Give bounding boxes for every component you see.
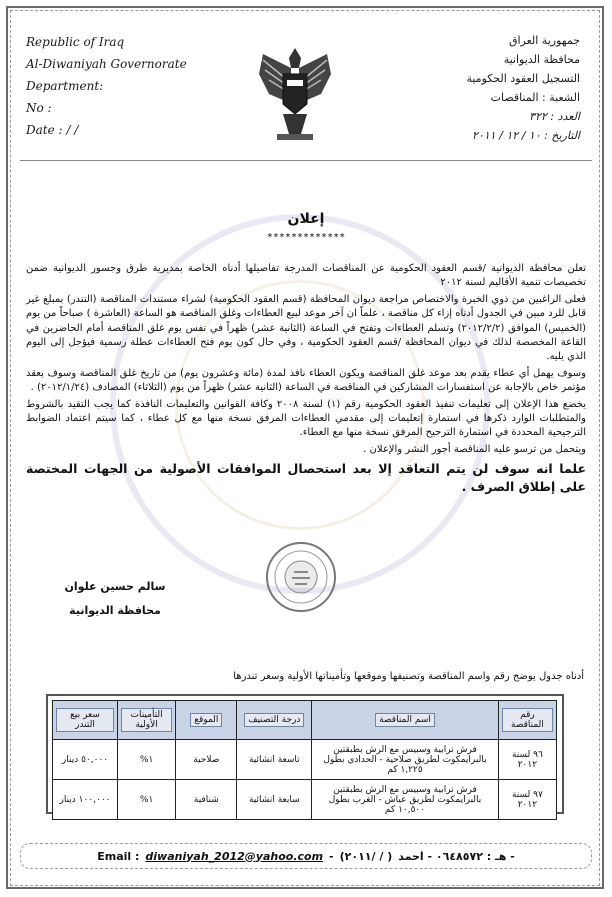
header-country: Republic of Iraq: [26, 35, 125, 49]
cell-price: ٥٠,٠٠٠ دينار: [53, 740, 118, 780]
header-ar-governorate: محافظة الديوانية: [503, 53, 580, 66]
footer-bar: [20, 843, 592, 869]
footer-email-link[interactable]: diwaniyah_2012@yahoo.com: [145, 849, 324, 863]
header-department: Department:: [26, 79, 104, 93]
col-header: سعر بيع التندر: [53, 701, 118, 740]
signature-block: [60, 575, 170, 623]
col-header: الموقع: [176, 701, 237, 740]
cell-price: ١٠٠,٠٠٠ دينار: [53, 780, 118, 820]
table-row: [53, 780, 557, 820]
cell-location: صلاحية: [176, 740, 237, 780]
header-divider: [20, 160, 592, 161]
header-ar-division: الشعبة : المناقصات: [490, 91, 580, 104]
footer-phone: هـ : ٠٦٤٨٥٧٢ - احمد -: [398, 849, 515, 863]
body-paragraph: ويتحمل من ترسو عليه المناقصة أجور النشر والإعلان .: [363, 443, 586, 455]
cell-location: شنافية: [176, 780, 237, 820]
cell-insurance: ١%: [118, 740, 176, 780]
col-header: رقم المناقصة: [498, 701, 556, 740]
signer-name: سالم حسين علوان: [64, 580, 166, 593]
footer-email-label: Email :: [97, 849, 140, 863]
body-paragraph: وسوف يهمل أي عطاء يقدم بعد موعد غلق المناقصة ويكون العطاء نافذ لمدة (مائة وعشرون يوم) من تاريخ غلق المناقصة وسوف يعقد مؤتمر خاص بالإجابة عن استفسارات المشاركين في المناقصة في الساعة (الثانية عشر) ظهراً من يوم (الثلاثاء) المصادف (٢٠١٢/١/٢٤) .: [26, 367, 586, 394]
header-ar-date: التاريخ : ١٠ / ١٢ / ٢٠١١: [472, 129, 580, 142]
header-ar-number: العدد : ٣٢٢: [529, 110, 580, 123]
footer-separator: -: [329, 849, 334, 863]
cell-insurance: ١%: [118, 780, 176, 820]
header-english: [26, 36, 226, 146]
header-ar-country: جمهورية العراق: [508, 34, 580, 47]
header-date: Date : / /: [26, 123, 79, 137]
col-header: التأمينات الأولية: [118, 701, 176, 740]
announcement-stars: *************: [266, 232, 346, 243]
header-arabic: [380, 34, 580, 148]
header-ar-department: التسجيل العقود الحكومية: [466, 72, 580, 85]
body-paragraph: تعلن محافظة الديوانية /قسم العقود الحكومية عن المناقصات المدرجة تفاصيلها أدناه الخاصة بمديرية طرق وجسور الديوانية ضمن تخصيصات تنمية الأقاليم لسنة ٢٠١٢: [26, 263, 586, 289]
tenders-table: [52, 700, 557, 820]
official-seal-icon: [264, 540, 338, 614]
signer-title: محافظة الديوانية: [69, 604, 161, 617]
cell-tender-name: فرش ترابية وسبيس مع الرش بطبقتين بالبرايمكوت لطريق صلاحية - الحدادي بطول ١,٢٢٥ كم: [312, 740, 499, 780]
body-paragraph: فعلى الراغبين من ذوي الخبرة والاختصاص مراجعة ديوان المحافظة (قسم العقود الحكومية) لشراء مستندات المناقصة (التندر) بمبلغ غير قابل للرد مبين في الجدول أدناه إزاء كل مناقصة ، علماً ان آخر موعد لبيع العطاءات وغلق المناقصة هو الساعة (العاشرة ) صباحاً من يوم (الخميس) الموافق (٢٠١٢/٢/٢) وتسلم العطاءات وتفتح في الساعة (الثانية عشر) ظهراً في نفس يوم غلق المناقصة أمام الحاضرين في القاعة المخصصة لذلك في ديوان المحافظة /قسم العقود الحكومية ، وفي حال كون يوم فتح العطاءات عطلة رسمية فيؤجل إلى اليوم الذي يليه.: [26, 293, 587, 363]
header-number: No :: [26, 101, 52, 115]
cell-tender-no: ٩٦ لسنة ٢٠١٢: [498, 740, 556, 780]
cell-class: تاسعة انشائية: [237, 740, 312, 780]
announcement-body: [26, 262, 586, 498]
cell-tender-no: ٩٧ لسنة ٢٠١٢: [498, 780, 556, 820]
announcement-title: إعلان: [287, 211, 325, 227]
cell-class: سابعة انشائية: [237, 780, 312, 820]
col-header: اسم المناقصة: [312, 701, 499, 740]
col-header: درجة التصنيف: [237, 701, 312, 740]
footer-date: (٢٠١١/ / ): [339, 849, 393, 863]
header-governorate: Al-Diwaniyah Governorate: [26, 57, 187, 71]
eagle-emblem-icon: [255, 34, 335, 154]
table-header-row: [53, 701, 557, 740]
body-paragraph: يخضع هذا الإعلان إلى تعليمات تنفيذ العقود الحكومية رقم (١) لسنة ٢٠٠٨ وكافة القوانين والتعليمات النافذة كما يجب التقيد بالشروط والمتطلبات الوارد ذكرها في استمارة إتعليمات إلى مقدمي العطاءات المرفق نسخة منها مع كل عطاء ، كما سيتم اعتماد الضوابط الترجيحية المحددة في استمارة الترجيح المرفق نسخة منها مع العطاء.: [26, 398, 587, 439]
table-note: أدناه جدول يوضح رقم واسم المناقصة وتصنيفها وموقعها وتأميناتها الأولية وسعر تندرها: [233, 671, 584, 682]
table-row: [53, 740, 557, 780]
closing-paragraph: علما انه سوف لن يتم التعاقد إلا بعد استحصال الموافقات الأصولية من الجهات المختصة على إطلاق الصرف .: [26, 461, 586, 495]
cell-tender-name: فرش ترابية وسبيس مع الرش بطبقتين بالبرايمكوت لطريق عياش - الغرب بطول ١٠,٥٠٠ كم: [312, 780, 499, 820]
